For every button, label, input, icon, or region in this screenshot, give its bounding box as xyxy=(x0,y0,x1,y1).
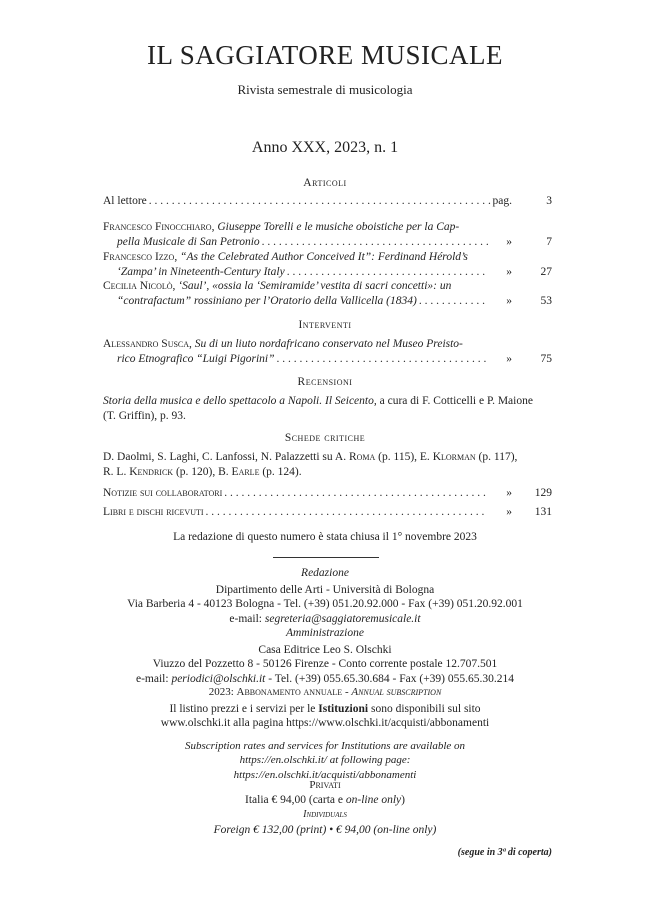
amministrazione-block xyxy=(0,626,650,686)
schede-entry[interactable] xyxy=(103,450,552,480)
toc-entry-text: Libri e dischi ricevuti xyxy=(103,506,204,518)
section-heading-articoli: Articoli xyxy=(303,177,347,189)
toc-entry-susca[interactable] xyxy=(103,337,552,367)
page-prefix: » xyxy=(506,295,512,307)
toc-entry-notizie[interactable] xyxy=(103,486,552,501)
leader-dots xyxy=(277,352,488,367)
online-only: on-line only xyxy=(377,823,433,836)
online-only: on-line only xyxy=(345,793,402,806)
page-prefix: » xyxy=(506,353,512,365)
toc-entry-izzo[interactable] xyxy=(103,250,552,280)
leader-dots xyxy=(206,505,488,520)
recensioni-entry[interactable] xyxy=(103,394,552,424)
leader-dots xyxy=(287,265,488,280)
abbonamento-block xyxy=(0,685,650,782)
subscription-label: Abbonamento annuale xyxy=(236,686,343,698)
phone-numbers: - Tel. (+39) 055.65.30.684 - Fax (+39) 055.65.30.214 xyxy=(265,672,515,685)
schede-page: (p. 115), E. xyxy=(375,451,430,463)
redazione-line: Dipartimento delle Arti - Università di Bologna xyxy=(215,583,435,596)
toc-entry-al-lettore[interactable] xyxy=(103,194,552,209)
article-title-cont: rico Etnografico “Luigi Pigorini” xyxy=(117,353,275,365)
page-prefix: pag. xyxy=(492,195,512,207)
schede-subject: Earle xyxy=(231,466,260,478)
redazione-block xyxy=(0,566,650,626)
divider xyxy=(273,557,379,558)
author-name: Alessandro Susca, xyxy=(103,338,192,350)
review-reviewer: (T. Griffin), p. 93. xyxy=(103,410,186,422)
review-editors: a cura di F. Cotticelli e P. Maione xyxy=(376,395,533,407)
article-title: Giuseppe Torelli e le musiche oboistiche per la Cap- xyxy=(217,221,460,233)
page-number: 53 xyxy=(540,295,552,307)
article-title: Su di un liuto nordafricano conservato nel Museo Preisto- xyxy=(194,338,463,350)
schede-authors: R. L. xyxy=(103,466,127,478)
article-title-cont: “contrafactum” rossiniano per l’Oratorio della Vallicella (1834) xyxy=(117,295,417,307)
author-name: Francesco Finocchiaro, xyxy=(103,221,215,233)
page-number: 7 xyxy=(546,236,552,248)
page-number: 3 xyxy=(546,195,552,207)
subscription-en: Subscription rates and services for Institutions are available on xyxy=(184,739,466,752)
schede-page: (p. 117), xyxy=(475,451,518,463)
publisher-name: Casa Editrice Leo S. Olschki xyxy=(258,643,392,656)
article-title-cont: ‘Zampa’ in Nineteenth-Century Italy xyxy=(117,266,285,278)
schede-authors: D. Daolmi, S. Laghi, C. Lanfossi, N. Palazzetti su A. xyxy=(103,451,347,463)
toc-entry-finocchiaro[interactable] xyxy=(103,220,552,250)
footer-note: (segue in 3ª di coperta) xyxy=(457,847,552,858)
leader-dots xyxy=(419,294,488,309)
article-title: ‘Saul’, «ossia la ‘Semiramide’ vestita di sacri concetti»: un xyxy=(178,280,452,292)
institutions-label: Istituzioni xyxy=(318,702,369,715)
subscription-en-url[interactable]: https://en.olschki.it/acquisti/abbonamenti xyxy=(233,768,417,781)
leader-dots xyxy=(262,235,488,250)
toc-entry-libri[interactable] xyxy=(103,505,552,520)
redazione-address: Via Barberia 4 - 40123 Bologna - Tel. (+39) 051.20.92.000 - Fax (+39) 051.20.92.001 xyxy=(127,598,523,610)
privati-block xyxy=(0,778,650,807)
email-link[interactable]: periodici@olschki.it xyxy=(171,672,266,685)
issue-info: Anno XXX, 2023, n. 1 xyxy=(251,139,399,156)
page-prefix: » xyxy=(506,266,512,278)
toc-entry-text: Notizie sui collaboratori xyxy=(103,487,223,499)
page-prefix: » xyxy=(506,236,512,248)
year: 2023: xyxy=(208,686,237,698)
privati-heading: Privati xyxy=(309,779,341,791)
schede-subject: Klorman xyxy=(432,451,476,463)
paren: ) xyxy=(401,793,405,806)
amministrazione-heading: Amministrazione xyxy=(286,627,364,639)
subscription-en-url[interactable]: https://en.olschki.it/ at following page: xyxy=(239,754,411,766)
author-name: Francesco Izzo, xyxy=(103,251,178,263)
redazione-heading: Redazione xyxy=(301,567,349,579)
article-title: “As the Celebrated Author Conceived It”: Ferdinand Hérold’s xyxy=(180,251,468,263)
price-foreign: Foreign € 132,00 (print) • € 94,00 ( xyxy=(213,823,378,836)
page-prefix: » xyxy=(506,487,512,499)
schede-subject: Roma xyxy=(348,451,376,463)
paren: ) xyxy=(432,823,437,836)
schede-page: (p. 120), B. xyxy=(173,466,229,478)
journal-title: IL SAGGIATORE MUSICALE xyxy=(146,40,503,70)
price-italia: Italia € 94,00 (carta e xyxy=(245,793,346,806)
toc-entry-text: Al lettore xyxy=(103,195,147,207)
page-number: 131 xyxy=(534,506,552,518)
page-number: 129 xyxy=(534,487,552,499)
article-title-cont: pella Musicale di San Petronio xyxy=(117,236,260,248)
email-link[interactable]: segreteria@saggiatoremusicale.it xyxy=(264,612,421,625)
publisher-address: Viuzzo del Pozzetto 8 - 50126 Firenze - Conto corrente postale 12.707.501 xyxy=(152,658,498,670)
section-heading-recensioni: Recensioni xyxy=(297,376,353,388)
email-label: e-mail: xyxy=(229,612,265,625)
email-label: e-mail: xyxy=(135,672,172,685)
toc-entry-nicolo[interactable] xyxy=(103,279,552,309)
leader-dots xyxy=(224,486,488,501)
closing-note: La redazione di questo numero è stata chiusa il 1° novembre 2023 xyxy=(173,531,477,543)
section-heading-interventi: Interventi xyxy=(298,319,352,331)
subscription-label-en: Annual subscription xyxy=(351,686,442,698)
leader-dots xyxy=(149,194,491,209)
separator: - xyxy=(342,686,352,698)
individuals-heading: Individuals xyxy=(303,809,347,820)
price-info: Il listino prezzi e i servizi per le xyxy=(169,702,319,715)
review-title: Storia della musica e dello spettacolo a Napoli. Il Seicento, xyxy=(103,395,377,407)
page-prefix: » xyxy=(506,506,512,518)
page-number: 27 xyxy=(540,266,552,278)
journal-subtitle: Rivista semestrale di musicologia xyxy=(237,82,413,97)
schede-subject: Kendrick xyxy=(129,466,174,478)
individuals-block xyxy=(0,808,650,837)
schede-page: (p. 124). xyxy=(259,466,302,478)
price-info: sono disponibili sul sito xyxy=(368,702,481,715)
page-number: 75 xyxy=(540,353,552,365)
price-url[interactable]: www.olschki.it alla pagina https://www.olschki.it/acquisti/abbonamenti xyxy=(160,717,490,729)
section-heading-schede: Schede critiche xyxy=(284,432,366,444)
author-name: Cecilia Nicolò, xyxy=(103,280,176,292)
